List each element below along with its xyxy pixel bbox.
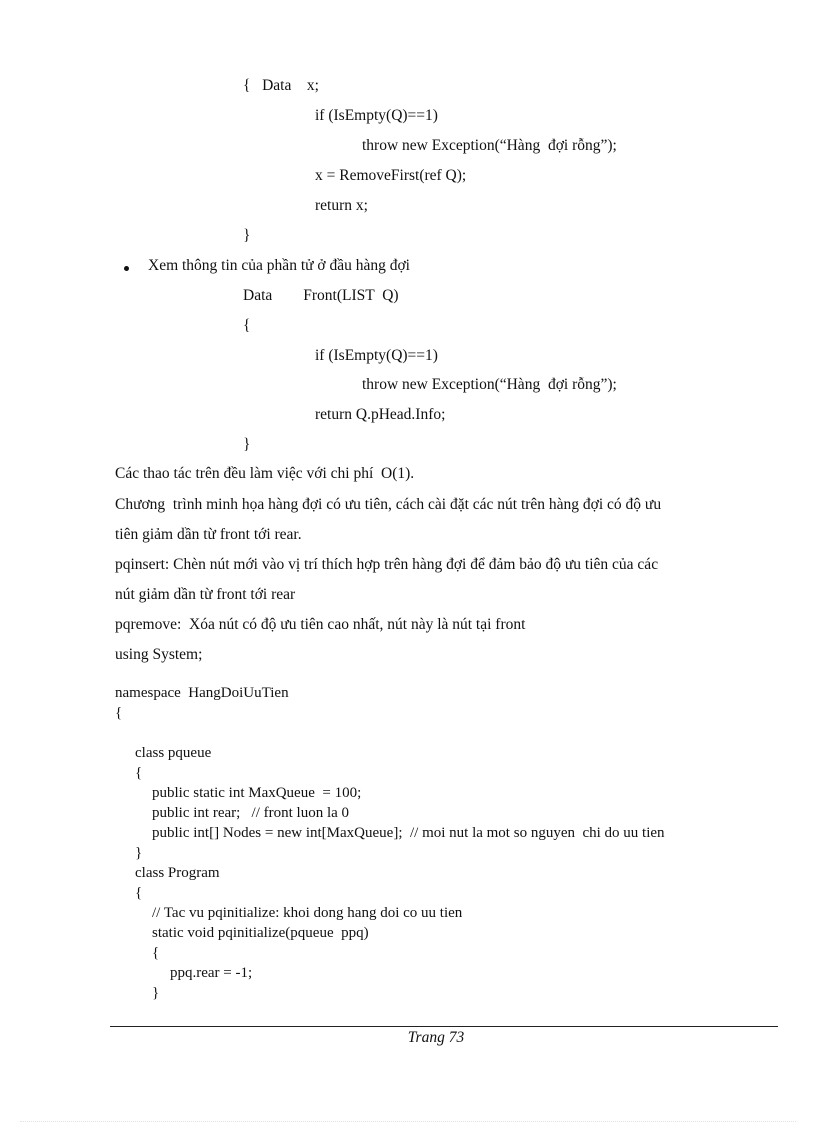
code-line: { <box>135 765 143 781</box>
code-line: Data Front(LIST Q) <box>243 287 399 304</box>
code-line: { <box>152 945 160 961</box>
code-line: if (IsEmpty(Q)==1) <box>315 107 438 124</box>
code-line: { Data x; <box>243 77 319 94</box>
code-line: ppq.rear = -1; <box>170 965 253 981</box>
paragraph: pqinsert: Chèn nút mới vào vị trí thích hợp trên hàng đợi để đảm bảo độ ưu tiên của các <box>115 556 659 573</box>
code-line: x = RemoveFirst(ref Q); <box>315 167 467 184</box>
bullet-text: Xem thông tin của phần tử ở đầu hàng đợi <box>148 257 410 274</box>
paragraph: Các thao tác trên đều làm việc với chi phí O(1). <box>115 465 415 482</box>
code-line: if (IsEmpty(Q)==1) <box>315 347 438 364</box>
code-line: } <box>152 985 160 1001</box>
code-line: } <box>135 845 143 861</box>
paragraph: tiên giảm dần từ front tới rear. <box>115 526 302 543</box>
code-line: namespace HangDoiUuTien <box>115 685 289 701</box>
bullet-icon <box>124 266 129 271</box>
footer-divider <box>110 1026 778 1027</box>
code-line: { <box>243 317 251 334</box>
paragraph: nút giảm dần từ front tới rear <box>115 586 296 603</box>
code-line: { <box>115 705 123 721</box>
code-line: static void pqinitialize(pqueue ppq) <box>152 925 369 941</box>
code-line: return Q.pHead.Info; <box>315 406 446 423</box>
code-line: throw new Exception(“Hàng đợi rỗng”); <box>362 376 617 393</box>
code-line: public int[] Nodes = new int[MaxQueue]; // moi nut la mot so nguyen chi do uu tien <box>152 825 665 841</box>
paragraph: Chương trình minh họa hàng đợi có ưu tiên, cách cài đặt các nút trên hàng đợi có độ ưu <box>115 496 662 513</box>
code-line: } <box>243 436 251 453</box>
code-line: throw new Exception(“Hàng đợi rỗng”); <box>362 137 617 154</box>
code-line: // Tac vu pqinitialize: khoi dong hang doi co uu tien <box>152 905 463 921</box>
code-line: return x; <box>315 197 368 214</box>
paragraph: using System; <box>115 646 203 663</box>
code-line: public static int MaxQueue = 100; <box>152 785 362 801</box>
code-line: public int rear; // front luon la 0 <box>152 805 350 821</box>
page-number: Trang 73 <box>407 1029 465 1046</box>
paragraph: pqremove: Xóa nút có độ ưu tiên cao nhất, nút này là nút tại front <box>115 616 526 633</box>
code-line: class pqueue <box>135 745 212 761</box>
code-line: } <box>243 227 251 244</box>
code-line: class Program <box>135 865 220 881</box>
page-edge <box>20 1121 796 1122</box>
code-line: { <box>135 885 143 901</box>
